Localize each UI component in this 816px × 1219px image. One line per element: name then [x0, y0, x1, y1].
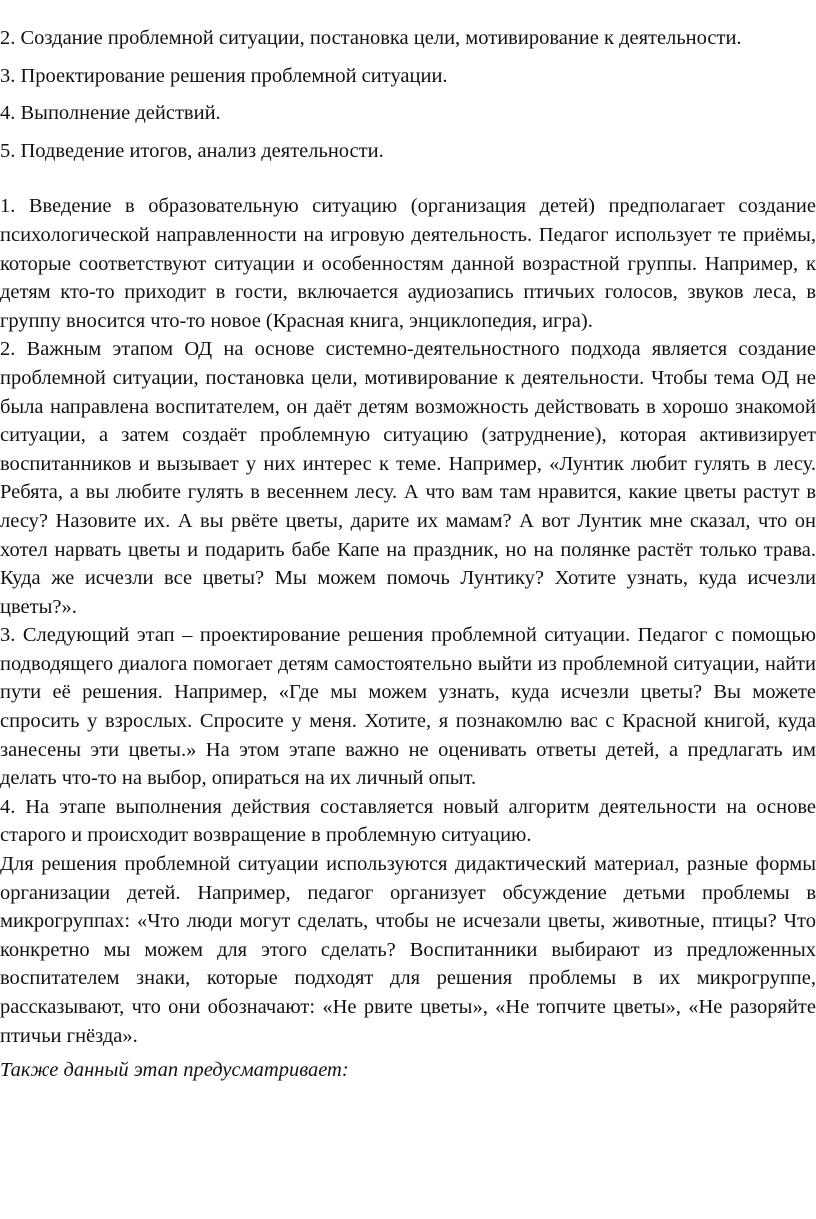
intro-list-item: 4. Выполнение действий. — [0, 102, 221, 125]
body-paragraph: 4. На этапе выполнения действия составляется новый алгоритм деятельности на основе старого и происходит возвращение в проблемную ситуацию. — [0, 795, 816, 847]
body-paragraph: 2. Важным этапом ОД на основе системно-деятельностного подхода является создание проблемной ситуации, постановка цели, мотивирование к деятельности. Чтобы тема ОД не была направлена воспитателем, он даёт детям возможность действовать в хорошо знакомой ситуации, а затем создаёт проблемную ситуацию (затруднение), которая активизирует воспитанников и вызывает у них интерес к теме. Например, «Лунтик любит гулять в лесу. Ребята, а вы любите гулять в весеннем лесу. А что вам там нравится, какие цветы растут в лесу? Назовите их. А вы рвёте цветы, дарите их мамам? А вот Лунтик мне сказал, что он хотел нарвать цветы и подарить бабе Капе на праздник, но на полянке растёт только трава. Куда же исчезли все цветы? Мы можем помочь Лунтику? Хотите узнать, куда исчезли цветы?». — [0, 338, 816, 618]
spacer — [0, 128, 816, 137]
intro-list-item: 3. Проектирование решения проблемной ситуации. — [0, 64, 448, 87]
body-paragraph: 1. Введение в образовательную ситуацию (организация детей) предполагает создание психологической направленности на игровую деятельность. Педагог использует те приёмы, которые соответствуют ситуации и особенностям данной возрастной группы. Например, к детям кто-то приходит в гости, включается аудиозапись птичьих голосов, звуков леса, в группу вносится что-то новое (Красная книга, энциклопедия, игра). — [0, 195, 816, 332]
closing-italic-line: Также данный этап предусматривает: — [0, 1059, 349, 1082]
intro-list-item: 5. Подведение итогов, анализ деятельности. — [0, 139, 384, 162]
body-paragraph: 3. Следующий этап – проектирование решения проблемной ситуации. Педагог с помощью подводящего диалога помогает детям самостоятельно выйти из проблемной ситуации, найти пути её решения. Например, «Где мы можем узнать, куда исчезли цветы? Вы можете спросить у взрослых. Спросите у меня. Хотите, я познакомлю вас с Красной книгой, куда занесены эти цветы.» На этом этапе важно не оценивать ответы детей, а предлагать им делать что-то на выбор, опираться на их личный опыт. — [0, 624, 816, 790]
spacer — [0, 165, 816, 192]
intro-list-item: 2. Создание проблемной ситуации, постановка цели, мотивирование к деятельности. — [0, 27, 742, 49]
body-paragraph: Для решения проблемной ситуации используются дидактический материал, разные формы организации детей. Например, педагог организует обсуждение детьми проблемы в микрогруппах: «Что люди могут сделать, чтобы не исчезали цветы, животные, птицы? Что конкретно мы можем для этого сделать? Воспитанники выбирают из предложенных воспитателем знаки, которые подходят для решения проблемы в их микрогруппе, рассказывают, что они обозначают: «Не рвите цветы», «Не топчите цветы», «Не разоряйте птичьи гнёзда». — [0, 853, 816, 1047]
spacer — [0, 53, 816, 62]
spacer — [0, 90, 816, 99]
